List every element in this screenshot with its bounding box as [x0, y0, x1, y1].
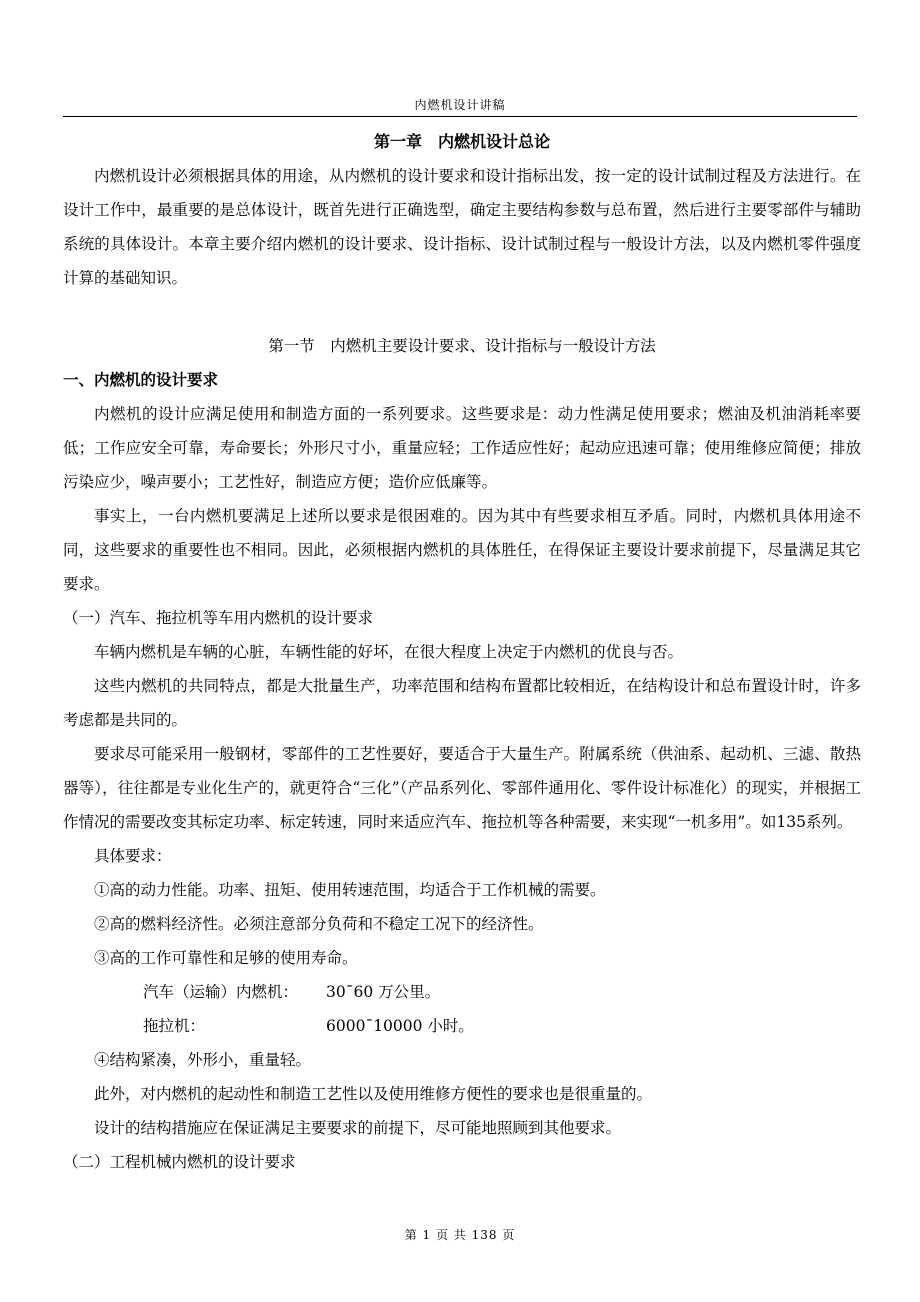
- paragraph-structural-measures: 设计的结构措施应在保证满足主要要求的前提下，尽可能地照顾到其他要求。: [94, 1119, 622, 1137]
- requirement-item: ③高的工作可靠性和足够的使用寿命。: [94, 949, 358, 967]
- spacer: [63, 295, 861, 329]
- subheading-vehicle-engines: （一）汽车、拖拉机等车用内燃机的设计要求: [63, 609, 374, 627]
- life-value: 30¯60 万公里。: [326, 983, 441, 1001]
- paragraph-other-requirements: 此外，对内燃机的起动性和制造工艺性以及使用维修方便性的要求也是很重量的。: [94, 1085, 653, 1103]
- chapter-title: 第一章 内燃机设计总论: [373, 132, 550, 151]
- requirement-item: ④结构紧凑，外形小，重量轻。: [94, 1051, 312, 1069]
- paragraph-specific-requirements: 具体要求：: [94, 847, 172, 865]
- life-value: 6000¯10000 小时。: [326, 1017, 474, 1035]
- paragraph-materials: 要求尽可能采用一般钢材，零部件的工艺性要好，要适合于大量生产。附属系统（供油系、起动机、三滤、散热器等），往往都是专业化生产的，就更符合“三化”（产品系列化、零部件通用化、零件设计标准化）的现实，并根据工作情况的需要改变其标定功率、标定转速，同时来适应汽车、拖拉机等各种需要，来实现“一机多用”。如135系列。: [63, 745, 861, 831]
- life-row-tractor: [63, 1009, 861, 1043]
- page-header: 内燃机设计讲稿: [414, 98, 506, 112]
- paragraph-contradictions: 事实上，一台内燃机要满足上述所以要求是很困难的。因为其中有些要求相互矛盾。同时，内燃机具体用途不同，这些要求的重要性也不相同。因此，必须根据内燃机的具体胜任，在得保证主要设计要求前提下，尽量满足其它要求。: [63, 507, 861, 593]
- section-title: 第一节 内燃机主要设计要求、设计指标与一般设计方法: [268, 337, 656, 355]
- paragraph-common-features: 这些内燃机的共同特点，都是大批量生产，功率范围和结构布置都比较相近，在结构设计和总布置设计时，许多考虑都是共同的。: [63, 677, 861, 729]
- document-body: [63, 125, 861, 1179]
- paragraph-vehicle-heart: 车辆内燃机是车辆的心脏，车辆性能的好坏，在很大程度上决定于内燃机的优良与否。: [94, 643, 684, 661]
- requirement-item: ②高的燃料经济性。必须注意部分负荷和不稳定工况下的经济性。: [94, 915, 544, 933]
- life-label: 拖拉机：: [143, 1017, 206, 1035]
- page-footer: 第 1 页 共 138 页: [404, 1228, 516, 1242]
- subheading-construction-engines: （二）工程机械内燃机的设计要求: [63, 1153, 296, 1171]
- header-divider: [63, 116, 857, 117]
- life-label: 汽车（运输）内燃机：: [143, 983, 299, 1001]
- intro-paragraph: 内燃机设计必须根据具体的用途，从内燃机的设计要求和设计指标出发，按一定的设计试制过程及方法进行。在设计工作中，最重要的是总体设计，既首先进行正确选型，确定主要结构参数与总布置，然后进行主要零部件与辅助系统的具体设计。本章主要介绍内燃机的设计要求、设计指标、设计试制过程与一般设计方法，以及内燃机零件强度计算的基础知识。: [63, 167, 861, 287]
- requirement-item: ①高的动力性能。功率、扭矩、使用转速范围，均适合于工作机械的需要。: [94, 881, 606, 899]
- heading-design-requirements: 一、内燃机的设计要求: [63, 370, 219, 389]
- paragraph-requirements: 内燃机的设计应满足使用和制造方面的一系列要求。这些要求是：动力性满足使用要求；燃油及机油消耗率要低；工作应安全可靠，寿命要长；外形尺寸小，重量应轻；工作适应性好；起动应迅速可靠；使用维修应简便；排放污染应少，噪声要小；工艺性好，制造应方便；造价应低廉等。: [63, 405, 861, 491]
- life-row-vehicle: [63, 975, 861, 1009]
